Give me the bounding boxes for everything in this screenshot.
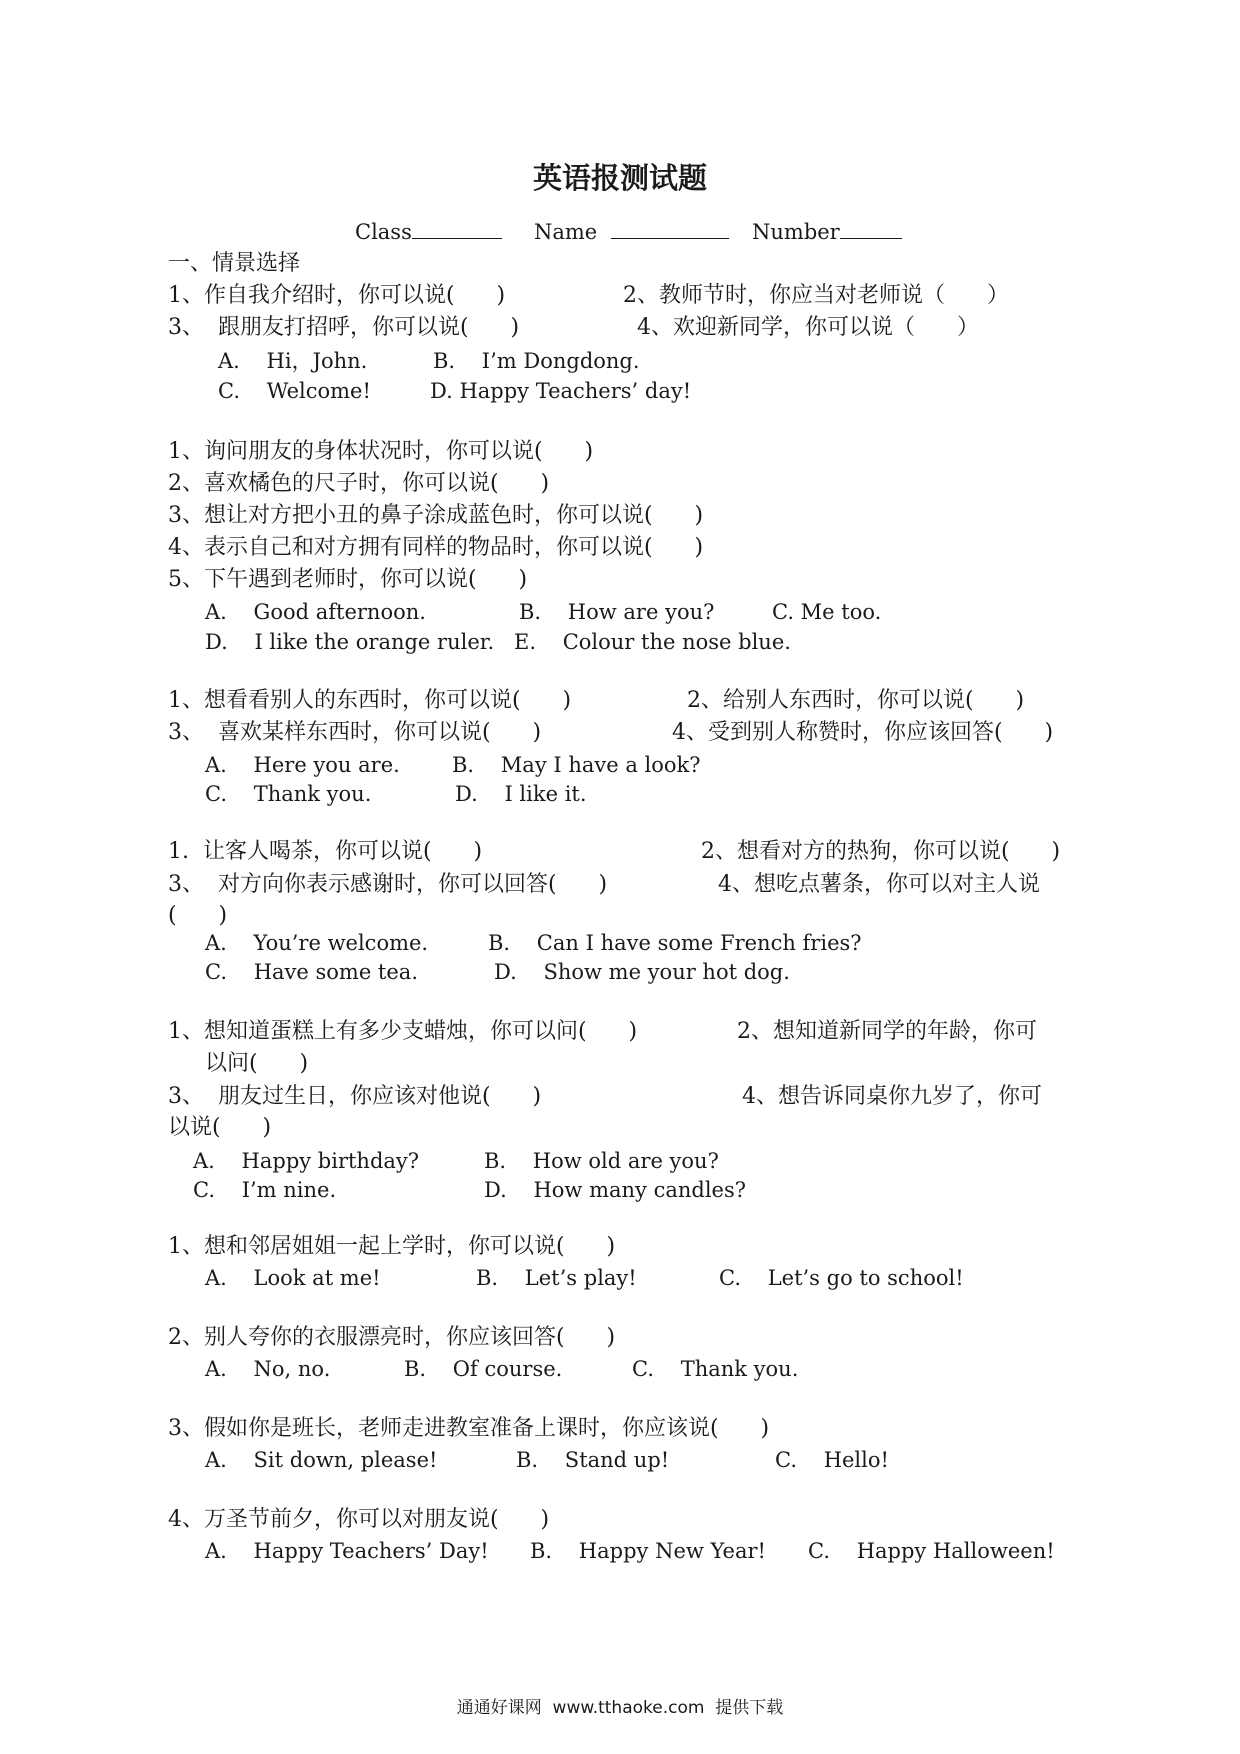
option: B. May I have a look? (452, 753, 701, 777)
question: 4、万圣节前夕，你可以对朋友说( ) (168, 1507, 550, 1532)
question: 1. 让客人喝茶，你可以说( ) (168, 839, 483, 864)
option: C. Thank you. (632, 1357, 799, 1381)
question: 3、 朋友过生日，你应该对他说( ) (168, 1084, 542, 1109)
option: B. Stand up! (516, 1448, 670, 1472)
page-footer: 通通好课网 www.tthaoke.com 提供下载 (456, 1698, 784, 1718)
class-blank (412, 220, 502, 239)
option: C. Me too. (772, 600, 882, 624)
option: D. Happy Teachers’ day! (430, 379, 692, 403)
question: 2、喜欢橘色的尺子时，你可以说( ) (168, 471, 550, 496)
page-title: 英语报测试题 (532, 161, 707, 195)
question-continuation: 以问( ) (205, 1051, 309, 1076)
question: 4、表示自己和对方拥有同样的物品时，你可以说( ) (168, 535, 704, 560)
option: C. Thank you. (205, 782, 372, 806)
question-continuation: 以说( ) (168, 1115, 272, 1140)
option: C. Hello! (775, 1448, 889, 1472)
option: A. No, no. (205, 1357, 331, 1381)
option: E. Colour the nose blue. (514, 630, 791, 654)
class-label: Class (355, 220, 412, 244)
question: 2、别人夸你的衣服漂亮时，你应该回答( ) (168, 1325, 616, 1350)
question: 2、教师节时，你应当对老师说（ ） (623, 283, 1009, 308)
option: C. Let’s go to school! (719, 1266, 964, 1290)
question: 1、想知道蛋糕上有多少支蜡烛，你可以问( ) (168, 1019, 638, 1044)
option: B. Happy New Year! (530, 1539, 766, 1563)
name-blank (611, 220, 729, 239)
question: 4、想告诉同桌你九岁了，你可 (742, 1084, 1042, 1109)
option: A. You’re welcome. (205, 931, 429, 955)
class-field (355, 220, 502, 243)
option: D. I like the orange ruler. (205, 630, 495, 654)
question: 5、下午遇到老师时，你可以说( ) (168, 567, 528, 592)
option: C. I’m nine. (193, 1178, 337, 1202)
option: B. Of course. (404, 1357, 563, 1381)
option: A. Sit down, please! (205, 1448, 438, 1472)
option: C. Happy Halloween! (808, 1539, 1055, 1563)
option: C. Welcome! (218, 379, 371, 403)
question: 3、 跟朋友打招呼，你可以说( ) (168, 315, 520, 340)
question: 1、询问朋友的身体状况时，你可以说( ) (168, 439, 594, 464)
section-heading: 一、情景选择 (168, 251, 301, 276)
option: C. Have some tea. (205, 960, 418, 984)
option: A. Happy Teachers’ Day! (205, 1539, 489, 1563)
question: 2、想知道新同学的年龄，你可 (737, 1019, 1037, 1044)
question: 4、想吃点薯条，你可以对主人说 (718, 872, 1040, 897)
question: 1、想看看别人的东西时，你可以说( ) (168, 688, 572, 713)
option: A. Here you are. (205, 753, 400, 777)
option: A. Hi，John. (218, 349, 368, 373)
number-field (752, 220, 902, 243)
option: A. Happy birthday? (193, 1149, 420, 1173)
option: A. Look at me! (205, 1266, 381, 1290)
question: 1、作自我介绍时，你可以说( ) (168, 283, 506, 308)
option: B. How are you? (519, 600, 715, 624)
option: B. How old are you? (484, 1149, 719, 1173)
question: 4、受到别人称赞时，你应该回答( ) (672, 720, 1054, 745)
option: B. Let’s play! (476, 1266, 637, 1290)
option: D. Show me your hot dog. (494, 960, 790, 984)
question: 2、给别人东西时，你可以说( ) (687, 688, 1025, 713)
question: 4、欢迎新同学，你可以说（ ） (637, 315, 979, 340)
number-blank (840, 220, 902, 239)
option: B. I’m Dongdong. (433, 349, 640, 373)
name-field (534, 220, 729, 243)
question: 3、 对方向你表示感谢时，你可以回答( ) (168, 872, 608, 897)
name-label: Name (534, 220, 598, 244)
option: B. Can I have some French fries? (488, 931, 862, 955)
option: A. Good afternoon. (205, 600, 426, 624)
question: 2、想看对方的热狗，你可以说( ) (701, 839, 1061, 864)
option: D. I like it. (455, 782, 587, 806)
question: 3、 喜欢某样东西时，你可以说( ) (168, 720, 542, 745)
number-label: Number (752, 220, 840, 244)
question: 3、想让对方把小丑的鼻子涂成蓝色时，你可以说( ) (168, 503, 704, 528)
option: D. How many candles? (484, 1178, 746, 1202)
question: 3、假如你是班长，老师走进教室准备上课时，你应该说( ) (168, 1416, 770, 1441)
question: 1、想和邻居姐姐一起上学时，你可以说( ) (168, 1234, 616, 1259)
question-continuation: ( ) (168, 903, 228, 928)
